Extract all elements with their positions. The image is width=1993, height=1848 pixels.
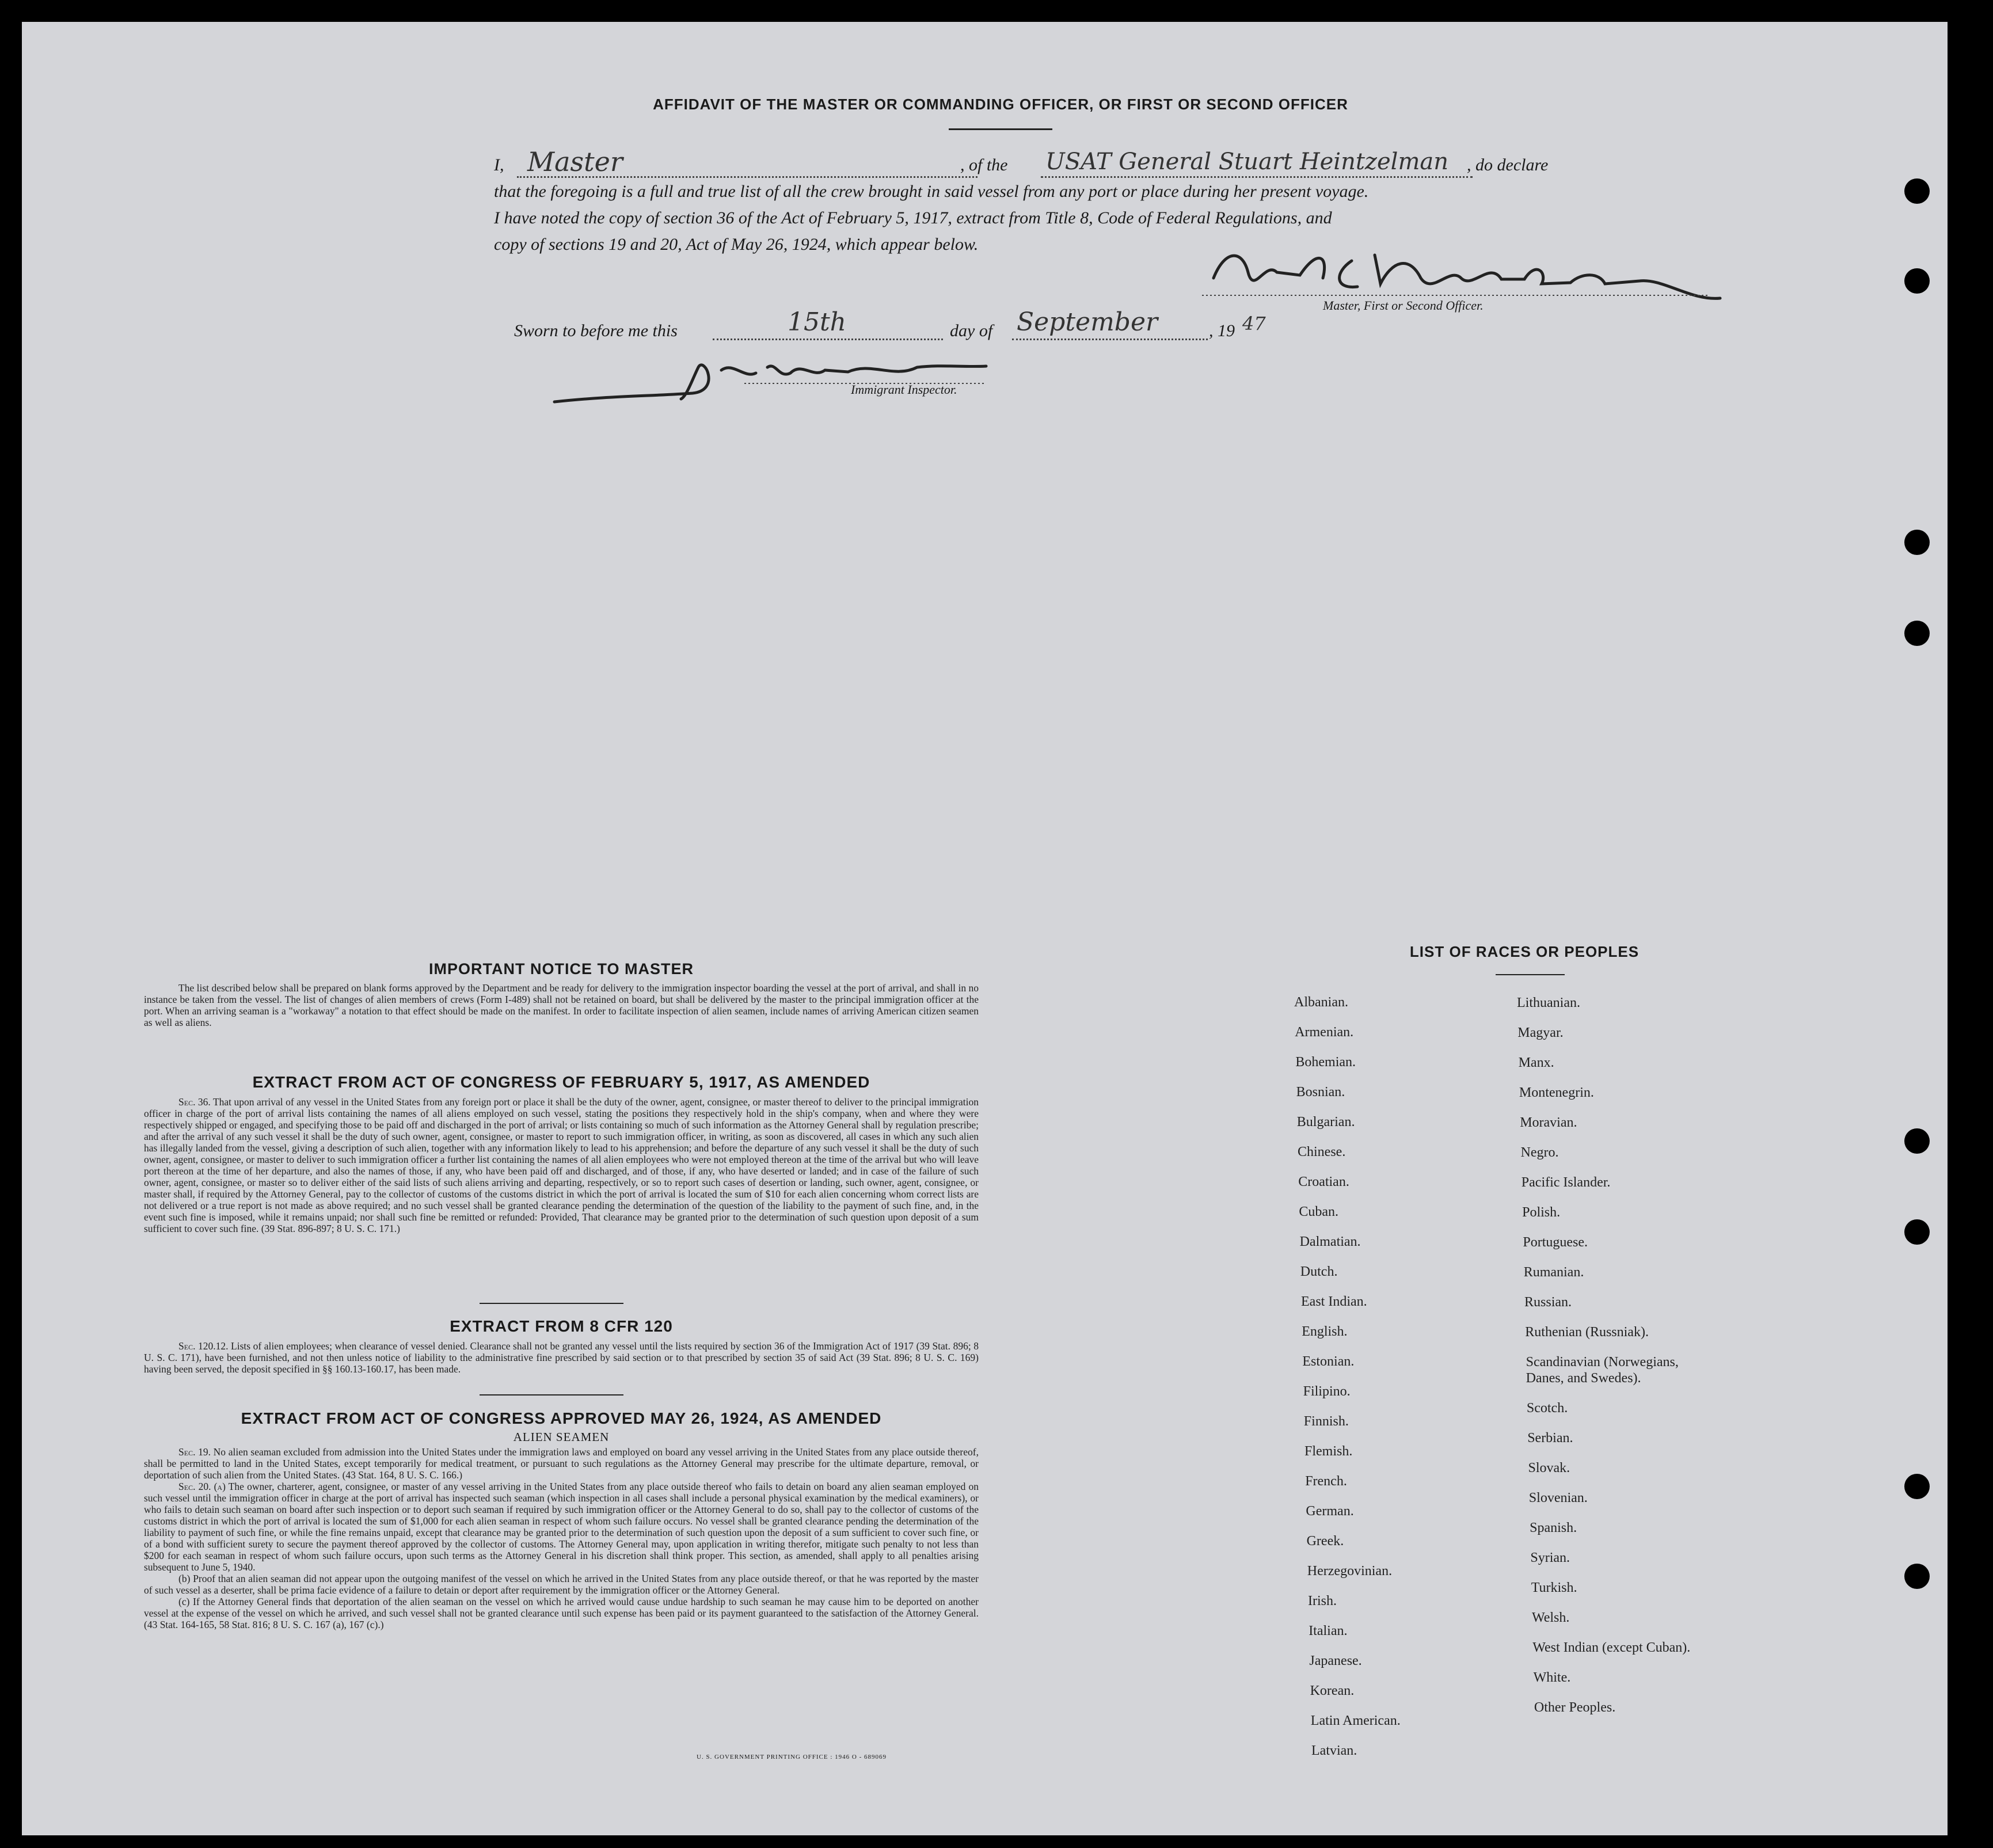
- rank-line: [517, 176, 978, 178]
- race-item: Dalmatian.: [1299, 1234, 1361, 1249]
- notice-text: [144, 982, 979, 1028]
- extract-1917-text: [144, 1096, 979, 1234]
- sec-20b-body: (b) Proof that an alien seaman did not appear upon the outgoing manifest of the vessel on which he arrived in the United States from any place outside thereof, or that he was reported by the master of such vessel as a deserter, shall be prima facie evidence of a failure to detain or deport after requirement by the immigration officer or the Attorney General.: [144, 1573, 979, 1596]
- binder-hole: [1904, 1474, 1930, 1499]
- binder-hole: [1904, 178, 1930, 204]
- race-item: Spanish.: [1530, 1520, 1577, 1535]
- race-item: Magyar.: [1517, 1025, 1564, 1040]
- race-item: Chinese.: [1298, 1144, 1346, 1159]
- race-item: Filipino.: [1303, 1384, 1351, 1399]
- master-signature-label: Master, First or Second Officer.: [1323, 298, 1484, 313]
- race-item: Turkish.: [1531, 1580, 1577, 1595]
- affidavit-divider: [949, 128, 1052, 130]
- day-handwritten: 15th: [788, 307, 847, 337]
- race-item: Flemish.: [1304, 1444, 1353, 1459]
- sec-20-label: Sec. 20. (a): [178, 1481, 226, 1492]
- race-item: West Indian (except Cuban).: [1532, 1640, 1691, 1655]
- races-title: LIST OF RACES OR PEOPLES: [1409, 943, 1640, 960]
- race-item: Russian.: [1524, 1295, 1572, 1310]
- year-prefix: , 19: [1209, 321, 1235, 340]
- race-item: Korean.: [1310, 1683, 1355, 1698]
- affidavit-line-3: I have noted the copy of section 36 of the Act of February 5, 1917, extract from Title 8, Code of Federal Regulations, and: [494, 208, 1332, 227]
- section-divider: [480, 1394, 623, 1395]
- inspector-signature: [549, 344, 1009, 408]
- race-item: Latin American.: [1310, 1713, 1401, 1728]
- race-item: White.: [1533, 1670, 1571, 1685]
- race-item: Bulgarian.: [1296, 1115, 1355, 1130]
- vessel-handwritten: USAT General Stuart Heintzelman: [1045, 149, 1448, 175]
- year-handwritten: 47: [1242, 313, 1266, 334]
- alien-seamen-subtitle: ALIEN SEAMEN: [513, 1430, 610, 1444]
- binder-hole: [1904, 268, 1930, 294]
- extract-1924-title: EXTRACT FROM ACT OF CONGRESS APPROVED MAY 26, 1924, AS AMENDED: [241, 1409, 882, 1427]
- race-item: Cuban.: [1299, 1204, 1339, 1219]
- race-item: Negro.: [1520, 1145, 1559, 1160]
- race-item: Manx.: [1518, 1055, 1554, 1070]
- sec-19-label: Sec. 19.: [178, 1446, 211, 1458]
- race-item: Polish.: [1522, 1205, 1561, 1220]
- race-item: Scotch.: [1526, 1401, 1568, 1416]
- binder-hole: [1904, 1128, 1930, 1154]
- race-item: Scandinavian (Norwegians, Danes, and Swedes).: [1526, 1355, 1679, 1386]
- affidavit-of-the: , of the: [960, 155, 1008, 174]
- document-page: [22, 22, 1948, 1835]
- race-item: Finnish.: [1303, 1414, 1349, 1429]
- race-item: Armenian.: [1295, 1025, 1354, 1040]
- race-item: East Indian.: [1301, 1294, 1367, 1309]
- extract-1917-title: EXTRACT FROM ACT OF CONGRESS OF FEBRUARY 5, 1917, AS AMENDED: [252, 1073, 870, 1091]
- binder-hole: [1904, 530, 1930, 555]
- affidavit-line-4: copy of sections 19 and 20, Act of May 26, 1924, which appear below.: [494, 235, 979, 254]
- race-item: Other Peoples.: [1534, 1700, 1616, 1715]
- binder-hole: [1904, 1219, 1930, 1245]
- race-item: Irish.: [1308, 1594, 1337, 1609]
- sec-20c-body: (c) If the Attorney General finds that deportation of the alien seaman on the vessel on which he arrived would cause undue hardship to such seaman he may cause him to be deported on another vessel at the expense of the vessel on which he arrived, and such vessel shall not be granted clearance until such expense has been paid or its payment guaranteed to the satisfaction of the Attorney General. (43 Stat. 164-165, 58 Stat. 816; 8 U. S. C. 167 (a), 167 (c).): [144, 1596, 979, 1630]
- sworn-label: Sworn to before me this: [514, 321, 678, 340]
- race-item: Italian.: [1309, 1623, 1348, 1638]
- race-item: Slovenian.: [1528, 1490, 1588, 1505]
- sec-19-body: No alien seaman excluded from admission into the United States under the immigration laws and employed on board any vessel arriving in the United States from any place outside thereof, shall be permitted to land in the United States, except temporarily for medical treatment, or pursuant to such regulations as the Attorney General may prescribe for the ultimate departure, removal, or deportation of such alien from the United States. (43 Stat. 164, 8 U. S. C. 166.): [144, 1446, 979, 1481]
- race-item: Bosnian.: [1296, 1085, 1345, 1100]
- rank-handwritten: Master: [527, 146, 623, 177]
- race-item: French.: [1305, 1474, 1347, 1489]
- notice-body: The list described below shall be prepared on blank forms approved by the Department and be ready for delivery to the immigration inspector boarding the vessel at the port of arrival, and shall in no instance be taken from the vessel. The list of changes of alien members of crews (Form I-489) shall not be retained on board, but shall be delivered by the master to the principal immigration officer at the port. When an arriving seaman is a "workaway" a notation to that effect should be made on the manifest. In order to facilitate inspection of alien seamen, include names of arriving American citizen seamen as well as aliens.: [144, 982, 979, 1028]
- race-item: Slovak.: [1528, 1461, 1570, 1476]
- notice-title: IMPORTANT NOTICE TO MASTER: [429, 960, 694, 978]
- race-item: German.: [1306, 1504, 1354, 1519]
- races-divider: [1496, 974, 1565, 975]
- printer-imprint: U. S. GOVERNMENT PRINTING OFFICE : 1946 O - 689069: [697, 1754, 887, 1760]
- race-item: Rumanian.: [1523, 1265, 1584, 1280]
- vessel-line: [1041, 176, 1473, 178]
- affidavit-do-declare: , do declare: [1467, 155, 1549, 174]
- race-item: Dutch.: [1300, 1264, 1338, 1279]
- section-divider: [480, 1303, 623, 1304]
- extract-1924-text: [144, 1446, 979, 1630]
- race-item: Ruthenian (Russniak).: [1525, 1325, 1649, 1340]
- month-line: [1012, 339, 1208, 340]
- inspector-label: Immigrant Inspector.: [851, 382, 957, 397]
- race-item: Portuguese.: [1523, 1235, 1588, 1250]
- affidavit-i-label: I,: [494, 155, 504, 174]
- race-item: Pacific Islander.: [1521, 1175, 1611, 1190]
- master-signature: [1202, 238, 1732, 307]
- race-item: Estonian.: [1302, 1354, 1355, 1369]
- race-item: Montenegrin.: [1519, 1085, 1594, 1100]
- race-item: Bohemian.: [1295, 1055, 1356, 1070]
- race-item: Greek.: [1306, 1534, 1344, 1549]
- race-item: Lithuanian.: [1517, 995, 1580, 1010]
- race-item: Albanian.: [1294, 995, 1348, 1010]
- race-item: Moravian.: [1520, 1115, 1577, 1130]
- race-item: Herzegovinian.: [1307, 1564, 1393, 1579]
- race-item: Latvian.: [1311, 1743, 1357, 1758]
- race-item: Syrian.: [1530, 1550, 1570, 1565]
- day-line: [713, 339, 943, 340]
- extract-cfr-title: EXTRACT FROM 8 CFR 120: [450, 1317, 673, 1335]
- race-item: Japanese.: [1309, 1653, 1362, 1668]
- race-item: Welsh.: [1532, 1610, 1570, 1625]
- race-item: Serbian.: [1527, 1431, 1573, 1446]
- sec-120-body: Lists of alien employees; when clearance of vessel denied. Clearance shall not be granted any vessel until the lists required by section 36 of the Immigration Act of 1917 (39 Stat. 896; 8 U. S. C. 171), have been furnished, and not then unless notice of liability to the administrative fine prescribed by said section or to that prescribed by section 35 of said Act (39 Stat. 896; 8 U. S. C. 169) having been served, the deposit specified in §§ 160.13-160.17, has been made.: [144, 1340, 979, 1375]
- sec-20a-body: The owner, charterer, agent, consignee, or master of any vessel arriving in the United States from any place outside thereof who fails to detain on board any alien seaman employed on such vessel until the immigration officer in charge at the port of arrival has inspected such seaman (which inspection in all cases shall include a personal physical examination by the medical examiners), or who fails to detain such seaman on board after such inspection or to deport such seaman if required by such immigration officer or the Attorney General to do so, shall pay to the collector of customs of the customs district in which the port of arrival is located the sum of $1,000 for each alien seaman in respect of whom such failure occurs. No vessel shall be granted clearance pending the determination of the liability to payment of such fine, or while the fine remains unpaid, except that clearance may be granted prior to the determination of such question upon the deposit of a sum sufficient to cover such fine, or of a bond with sufficient surety to secure the payment thereof approved by the collector of customs. The Attorney General may, upon application in writing therefor, mitigate such penalty to not less than $200 for each seaman in respect of whom such failure occurs, upon such terms as the Attorney General in his discretion shall think proper. This section, as amended, shall apply to all penalties arising subsequent to June 5, 1940.: [144, 1481, 979, 1573]
- extract-cfr-text: [144, 1340, 979, 1375]
- sec-36-body: That upon arrival of any vessel in the United States from any foreign port or place it shall be the duty of the owner, agent, consignee, or master thereof to deliver to the principal immigration officer in charge of the port of arrival lists containing the names of all aliens employed on such vessel, stating the positions they respectively hold in the ship's company, when and where they were respectively shipped or engaged, and specifying those to be paid off and discharged in the port of arrival; or lists containing so much of such information as the Attorney General shall by regulation prescribe; and after the arrival of any such vessel it shall be the duty of such owner, agent, consignee, or master to report to such immigration officer, in writing, as soon as discovered, all cases in which any such alien has illegally landed from the vessel, giving a description of such alien, together with any information likely to lead to his apprehension; and before the departure of any such vessel it shall be the duty of such owner, agent, consignee, or master to deliver to such immigration officer a further list containing the names of all alien employees who were not employed thereon at the time of the arrival but who will leave port thereon at the time of her departure, and also the names of those, if any, who have been paid off and discharged, and of those, if any, who have deserted or landed; and in case of the failure of such owner, agent, consignee, or master so to deliver either of the said lists of such aliens arriving and departing, respectively, or so to report such cases of desertion or landing, such owner, agent, consignee, or master shall, if required by the Attorney General, pay to the collector of customs of the customs district in which the port of arrival is located the sum of $10 for each alien concerning whom correct lists are not delivered or a true report is not made as above required; and no such vessel shall be granted clearance pending the determination of the question of the liability to the payment of such fine, and, in the event such fine is imposed, while it remains unpaid; nor shall such fine be remitted or refunded: Provided, That clearance may be granted prior to the determination of such question upon deposit of a sum sufficient to cover such fine. (39 Stat. 896-897; 8 U. S. C. 171.): [144, 1096, 979, 1234]
- affidavit-line-2: that the foregoing is a full and true list of all the crew brought in said vessel from any port or place during her present voyage.: [494, 182, 1369, 201]
- month-handwritten: September: [1017, 307, 1158, 337]
- binder-hole: [1904, 621, 1930, 646]
- sec-36-label: Sec. 36.: [178, 1096, 211, 1108]
- binder-hole: [1904, 1564, 1930, 1589]
- affidavit-title: AFFIDAVIT OF THE MASTER OR COMMANDING OFFICER, OR FIRST OR SECOND OFFICER: [653, 96, 1348, 113]
- sec-120-label: Sec. 120.12.: [178, 1340, 229, 1352]
- day-of-label: day of: [950, 321, 993, 340]
- race-item: Croatian.: [1298, 1174, 1349, 1189]
- race-item: English.: [1302, 1324, 1348, 1339]
